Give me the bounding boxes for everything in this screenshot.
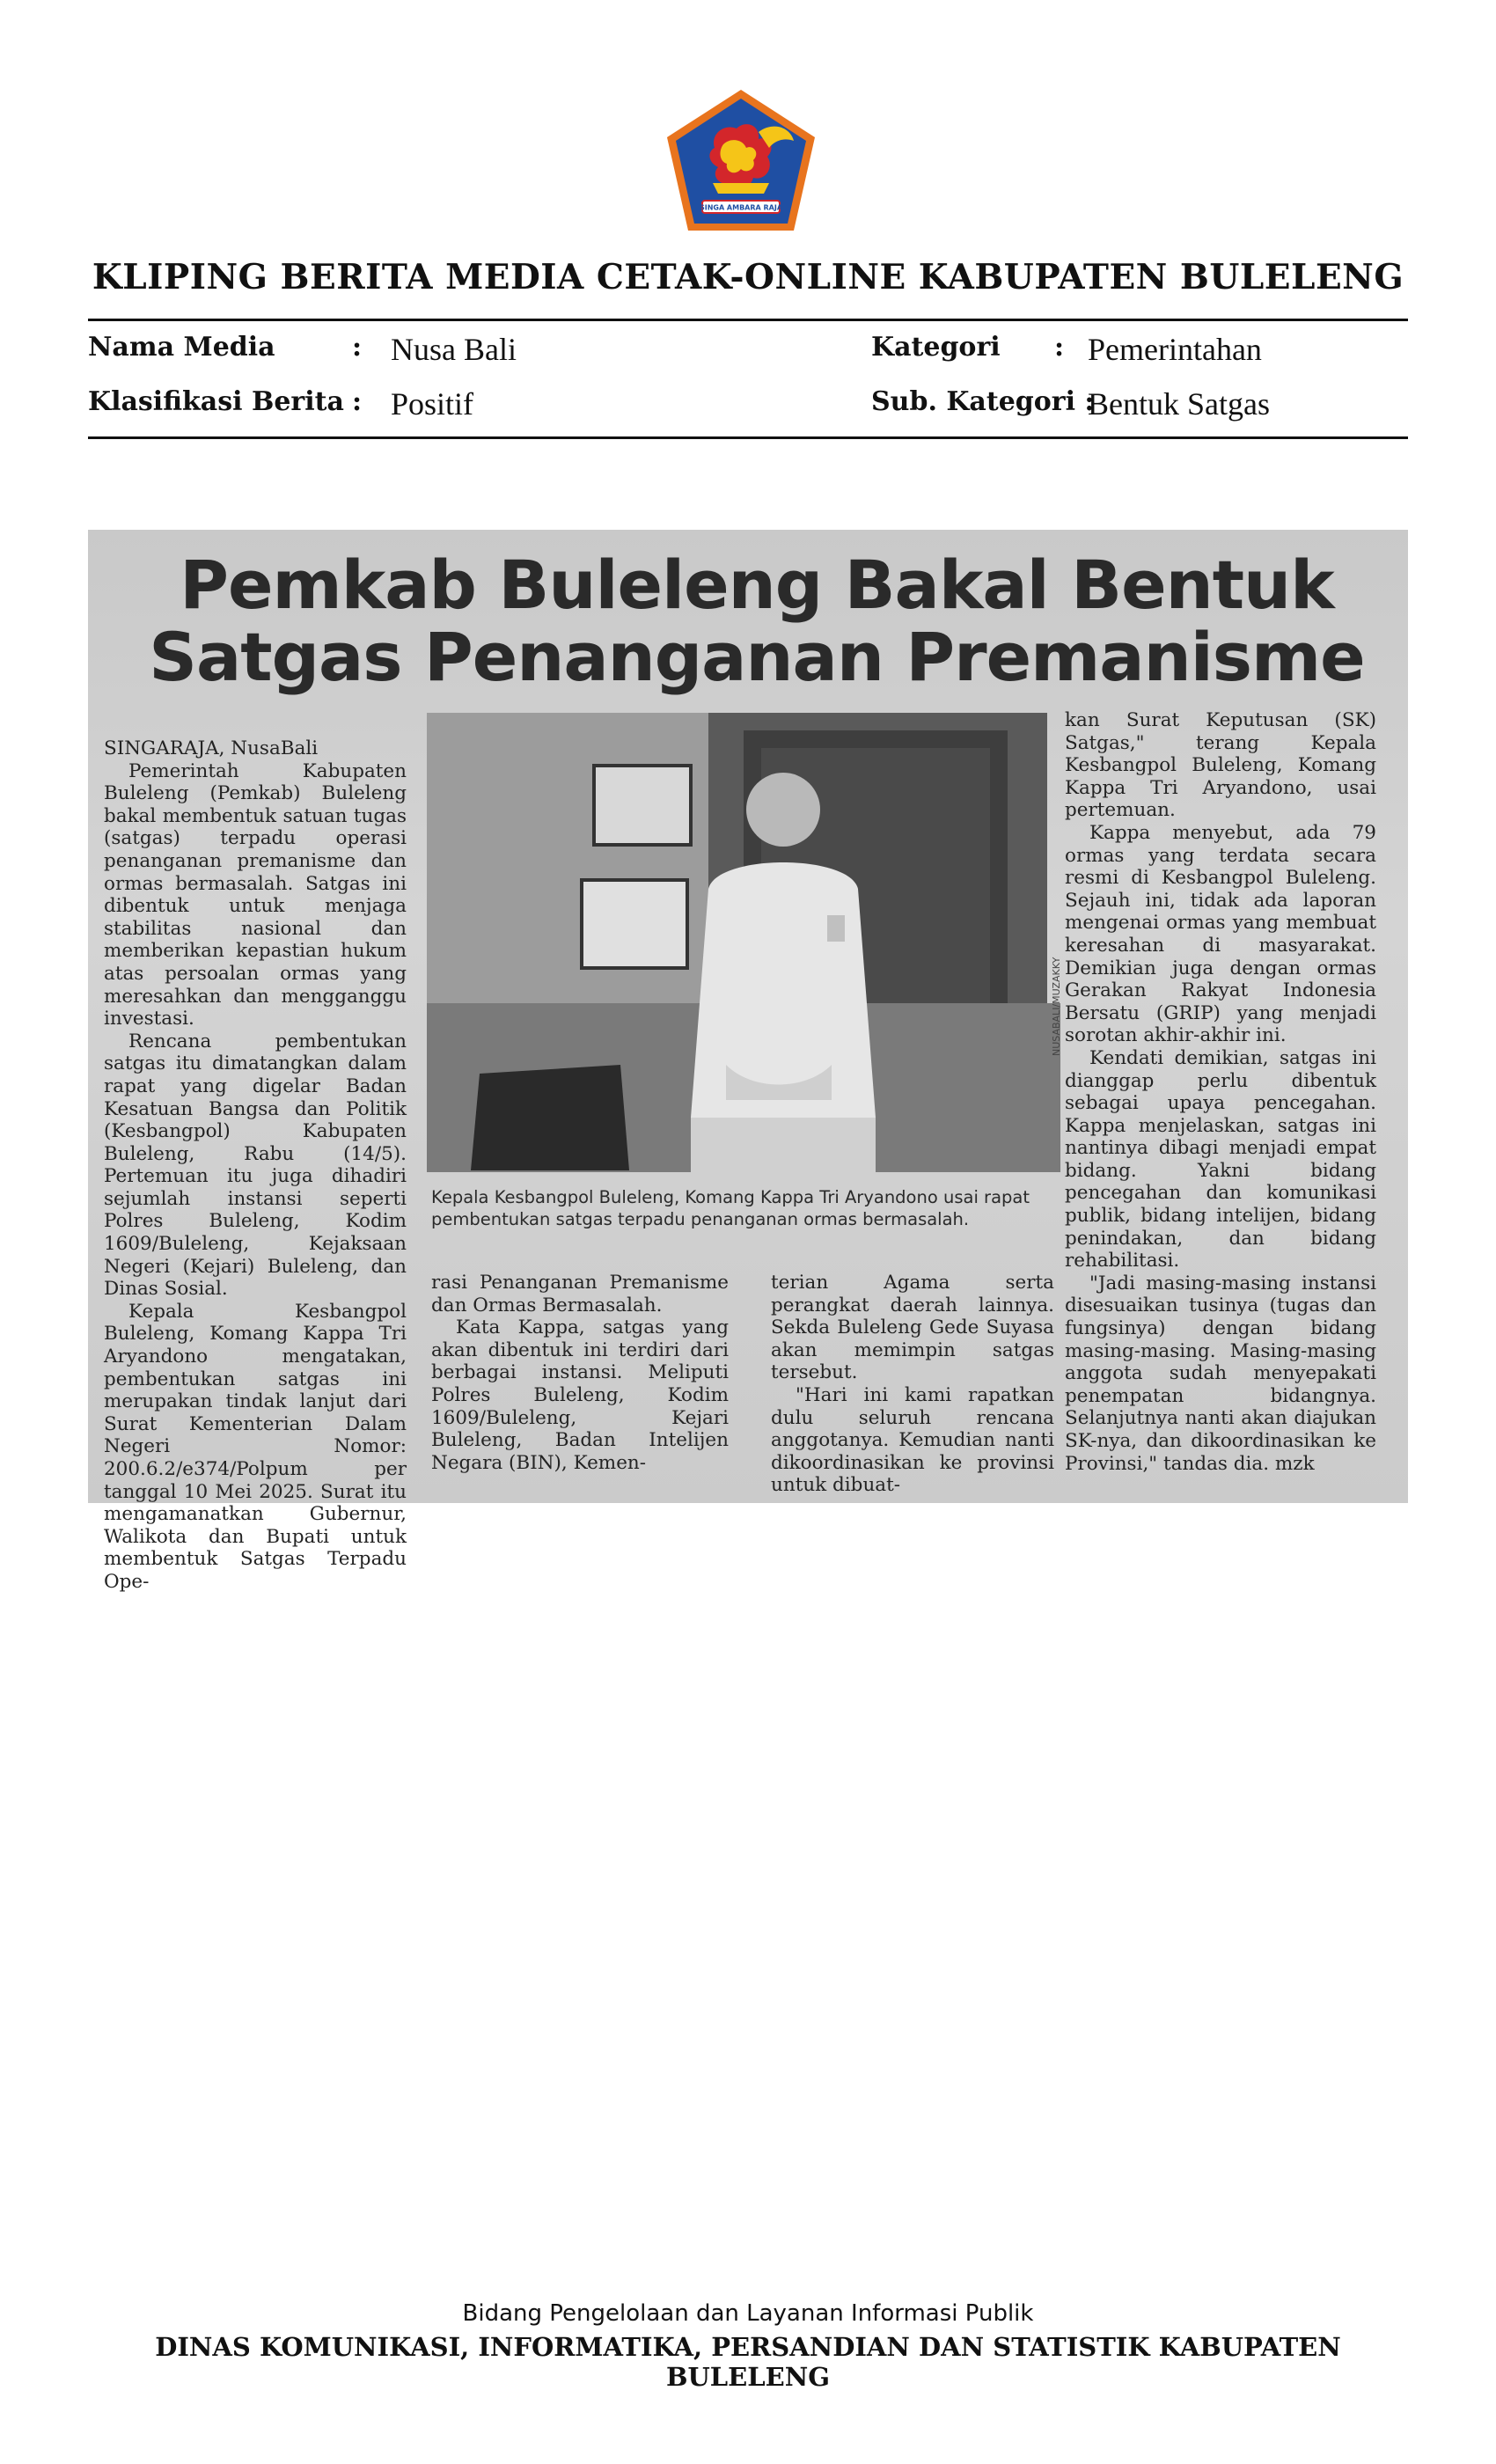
article-column-4 (1065, 709, 1376, 1475)
sub-kategori-value: Bentuk Satgas (1088, 386, 1270, 422)
article-paragraph: rasi Penanganan Premanisme dan Ormas Bermasalah. (431, 1272, 729, 1316)
newspaper-clipping (88, 530, 1408, 1593)
top-divider (88, 319, 1408, 321)
article-photo (427, 713, 1047, 1172)
nama-media-value: Nusa Bali (391, 332, 517, 367)
kategori-colon: : (1054, 332, 1065, 363)
footer-subtitle: Bidang Pengelolaan dan Layanan Informasi Publik (462, 2300, 1034, 2327)
article-paragraph: "Jadi masing-masing instansi disesuaikan tusinya (tugas dan fungsinya) dengan bidang masing-masing. Masing-masing anggota sudah menyepakati penempatan bidangnya. Selanjutnya nanti akan diajukan SK-nya, dan dikoordinasikan ke Provinsi," tandas dia. mzk (1065, 1272, 1376, 1475)
article-column-1 (104, 737, 407, 1594)
article-column-2 (431, 1272, 729, 1474)
article-paragraph: Kappa menyebut, ada 79 ormas yang terdata secara resmi di Kesbangpol Buleleng. Sejauh ini, tidak ada laporan mengenai ormas yang membuat keresahan di masyarakat. Demikian juga dengan ormas Gerakan Rakyat Indonesia Bersatu (GRIP) yang menjadi sorotan akhir-akhir ini. (1065, 821, 1376, 1047)
article-headline-line2: Satgas Penanganan Premanisme (149, 618, 1365, 696)
klasifikasi-berita-label: Klasifikasi Berita (88, 386, 344, 417)
klasifikasi-berita-value: Positif (391, 386, 474, 422)
article-paragraph: kan Surat Keputusan (SK) Satgas," terang Kepala Kesbangpol Buleleng, Komang Kappa Tri Aryandono, usai pertemuan. (1065, 709, 1376, 822)
document-title: KLIPING BERITA MEDIA CETAK-ONLINE KABUPATEN BULELENG (92, 257, 1404, 297)
logo-motto-text: SINGA AMBARA RAJA (699, 203, 783, 212)
photo-caption: Kepala Kesbangpol Buleleng, Komang Kappa Tri Aryandono usai rapat pembentukan satgas terpadu penanganan ormas bermasalah. (431, 1187, 1030, 1229)
nama-media-label: Nama Media (88, 332, 275, 363)
photo-illustration (427, 713, 1047, 1172)
article-paragraph: Rencana pembentukan satgas itu dimatangkan dalam rapat yang digelar Badan Kesatuan Bangsa dan Politik (Kesbangpol) Kabupaten Buleleng, Rabu (14/5). Pertemuan itu juga dihadiri sejumlah instansi seperti Polres Buleleng, Kodim 1609/Buleleng, Kejaksaan Negeri (Kejari) Buleleng, dan Dinas Sosial. (104, 1030, 407, 1301)
klasifikasi-berita-colon: : (352, 386, 363, 417)
article-paragraph: Kata Kappa, satgas yang akan dibentuk ini terdiri dari berbagai instansi. Meliputi Polres Buleleng, Kodim 1609/Buleleng, Kejari Buleleng, Badan Intelijen Negara (BIN), Kemen- (431, 1316, 729, 1474)
article-paragraph: Pemerintah Kabupaten Buleleng (Pemkab) Buleleng bakal membentuk satuan tugas (satgas) terpadu operasi penanganan premanisme dan ormas bermasalah. Satgas ini dibentuk untuk menjaga stabilitas nasional dan memberikan kepastian hukum atas persoalan ormas yang meresahkan dan mengganggu investasi. (104, 759, 407, 1030)
article-paragraph: SINGARAJA, NusaBali (104, 737, 319, 759)
photo-credit: NUSABALI/MUZAKKY (1051, 957, 1062, 1056)
kategori-value: Pemerintahan (1088, 332, 1262, 367)
article-column-3 (771, 1272, 1054, 1497)
buleleng-coat-of-arms-logo (662, 86, 820, 236)
article-paragraph: "Hari ini kami rapatkan dulu seluruh rencana anggotanya. Kemudian nanti dikoordinasikan ke provinsi untuk dibuat- (771, 1383, 1054, 1497)
footer-title: DINAS KOMUNIKASI, INFORMATIKA, PERSANDIAN DAN STATISTIK KABUPATEN BULELENG (155, 2332, 1341, 2392)
bottom-divider (88, 436, 1408, 439)
article-paragraph: Kendati demikian, satgas ini dianggap perlu dibentuk sebagai upaya pencegahan. Kappa menjelaskan, satgas ini nantinya dibagi menjadi empat bidang. Yakni bidang pencegahan dan komunikasi publik, bidang intelijen, bidang penindakan, dan bidang rehabilitasi. (1065, 1046, 1376, 1272)
article-paragraph: terian Agama serta perangkat daerah lainnya. Sekda Buleleng Gede Suyasa akan memimpin satgas tersebut. (771, 1272, 1054, 1384)
kategori-label: Kategori (871, 332, 1001, 363)
article-headline-line1: Pemkab Buleleng Bakal Bentuk (180, 546, 1334, 624)
nama-media-colon: : (352, 332, 363, 363)
sub-kategori-label: Sub. Kategori : (871, 386, 1095, 417)
article-paragraph: Kepala Kesbangpol Buleleng, Komang Kappa Tri Aryandono mengatakan, pembentukan satgas ini merupakan tindak lanjut dari Surat Kementerian Dalam Negeri Nomor: 200.6.2/e374/Polpum per tanggal 10 Mei 2025. Surat itu mengamanatkan Gubernur, Walikota dan Bupati untuk membentuk Satgas Terpadu Ope- (104, 1300, 407, 1593)
